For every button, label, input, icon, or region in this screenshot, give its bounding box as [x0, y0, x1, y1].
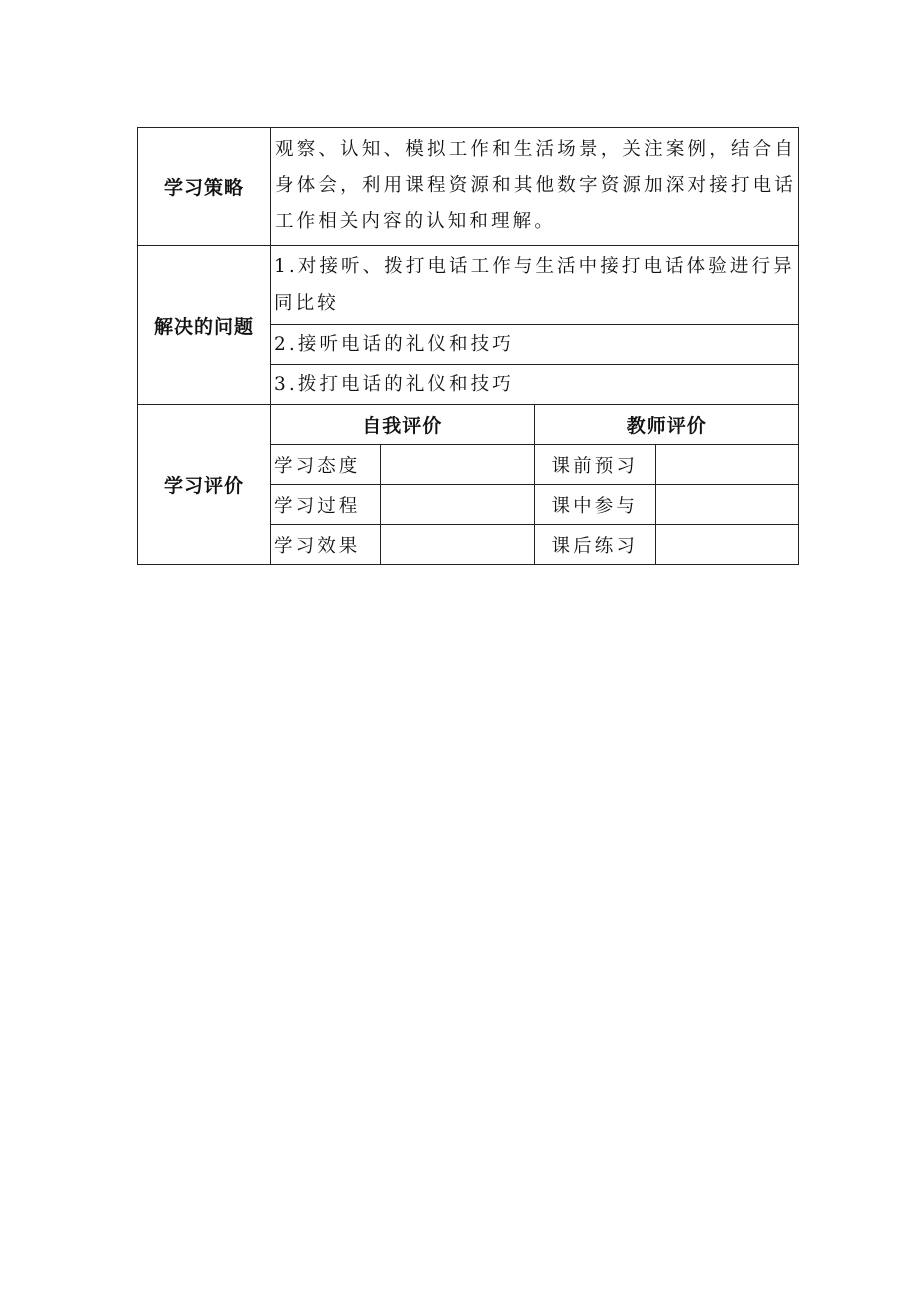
self-eval-input-cell[interactable] [380, 445, 534, 485]
evaluation-item-row [271, 485, 799, 525]
evaluation-grid [271, 405, 799, 564]
teacher-eval-item: 课中参与 [534, 485, 655, 525]
lesson-plan-table [137, 127, 799, 565]
problem-item-3: 3.拨打电话的礼仪和技巧 [271, 365, 799, 405]
problem-item-1: 1.对接听、拨打电话工作与生活中接打电话体验进行异同比较 [271, 246, 799, 325]
teacher-eval-item: 课前预习 [534, 445, 655, 485]
teacher-eval-input-cell[interactable] [655, 485, 799, 525]
problems-label: 解决的问题 [138, 246, 271, 405]
teacher-eval-item: 课后练习 [534, 525, 655, 565]
evaluation-header-row [271, 405, 799, 445]
problem-row [138, 246, 799, 325]
evaluation-row [138, 405, 799, 565]
self-eval-input-cell[interactable] [380, 485, 534, 525]
problem-item-2: 2.接听电话的礼仪和技巧 [271, 325, 799, 365]
self-eval-header: 自我评价 [271, 405, 534, 445]
evaluation-item-row [271, 445, 799, 485]
self-eval-input-cell[interactable] [380, 525, 534, 565]
strategy-row [138, 128, 799, 246]
evaluation-label: 学习评价 [138, 405, 271, 565]
teacher-eval-input-cell[interactable] [655, 525, 799, 565]
teacher-eval-input-cell[interactable] [655, 445, 799, 485]
self-eval-item: 学习过程 [271, 485, 380, 525]
strategy-text: 观察、认知、模拟工作和生活场景，关注案例，结合自身体会，利用课程资源和其他数字资源加深对接打电话工作相关内容的认知和理解。 [271, 128, 799, 246]
self-eval-item: 学习效果 [271, 525, 380, 565]
evaluation-grid-cell [271, 405, 799, 565]
evaluation-item-row [271, 525, 799, 565]
teacher-eval-header: 教师评价 [534, 405, 799, 445]
strategy-label: 学习策略 [138, 128, 271, 246]
self-eval-item: 学习态度 [271, 445, 380, 485]
